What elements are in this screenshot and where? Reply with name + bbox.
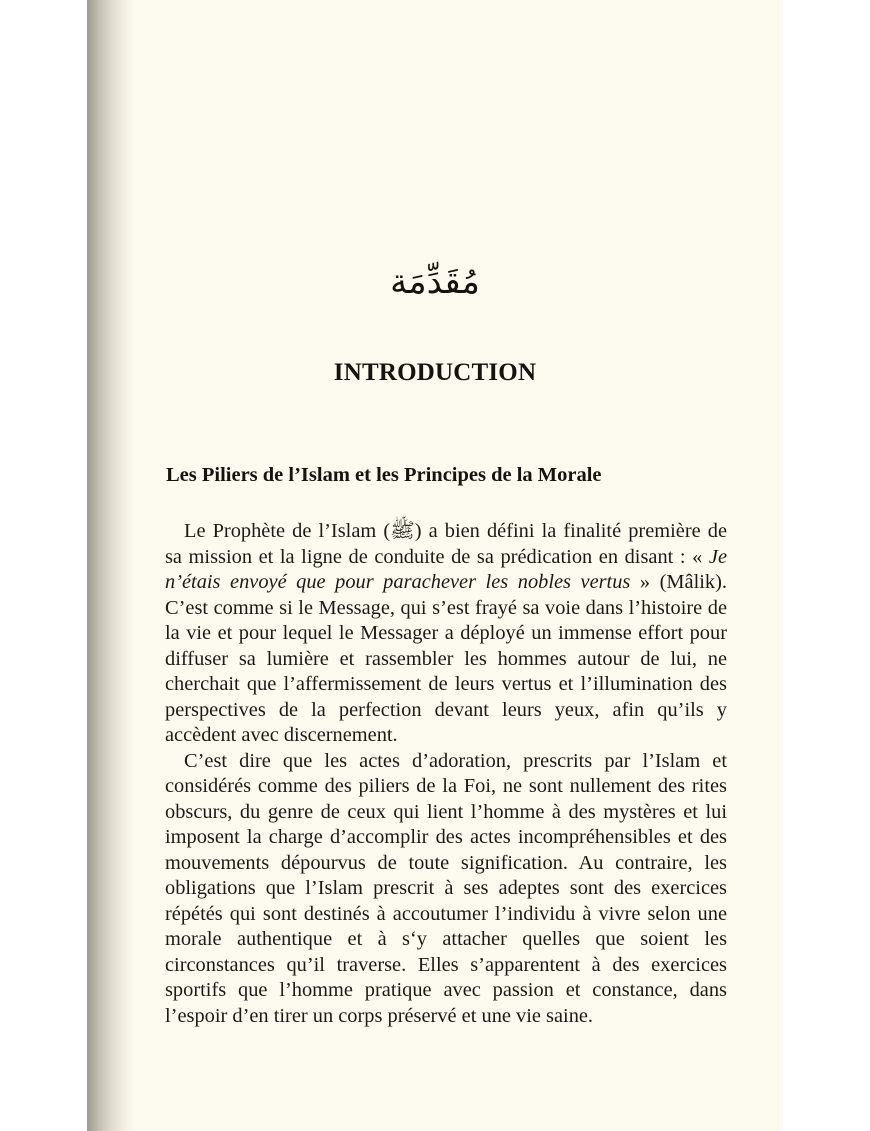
binding-shadow <box>87 0 135 1131</box>
body-text <box>165 519 727 1029</box>
section-heading: Les Piliers de l’Islam et les Principes de la Morale <box>166 464 602 486</box>
hadith-quote: Je n’étais envoyé que pour parachever les nobles vertus <box>165 545 727 593</box>
paragraph-1 <box>165 519 727 749</box>
chapter-title: INTRODUCTION <box>333 359 537 386</box>
paragraph-1-intro: Le Prophète de l’Islam (ﷺ) a bien défini la finalité première de sa mission et la ligne de conduite de sa prédication en disant : « <box>165 520 727 568</box>
arabic-chapter-title: مُقَدِّمَة <box>390 262 480 302</box>
paragraph-1-rest: » (Mâlik). C’est comme si le Message, qui s’est frayé sa voie dans l’histoire de la vie et pour lequel le Messager a déployé un immense effort pour diffuser sa lumière et rassembler les hommes autour de lui, ne cherchait que l’affermissement de leurs vertus et l’illumination des perspectives de la perfection devant leurs yeux, afin qu’ils y accèdent avec discernement. <box>165 571 728 746</box>
paragraph-2: C’est dire que les actes d’adoration, prescrits par l’Islam et considérés comme des piliers de la Foi, ne sont nullement des rites obscurs, du genre de ceux qui lient l’homme à des mystères et lui imposent la charge d’accomplir des actes incompréhensibles et des mouvements dépourvus de toute signification. Au contraire, les obligations que l’Islam prescrit à ses adeptes sont des exercices répétés qui sont destinés à accoutumer l’individu à vivre selon une morale authentique et à s‘y attacher quelles que soient les circonstances qu’il traverse. Elles s’apparentent à des exercices sportifs que l’homme pratique avec passion et constance, dans l’espoir d’en tirer un corps préservé et une vie saine. <box>165 749 727 1027</box>
